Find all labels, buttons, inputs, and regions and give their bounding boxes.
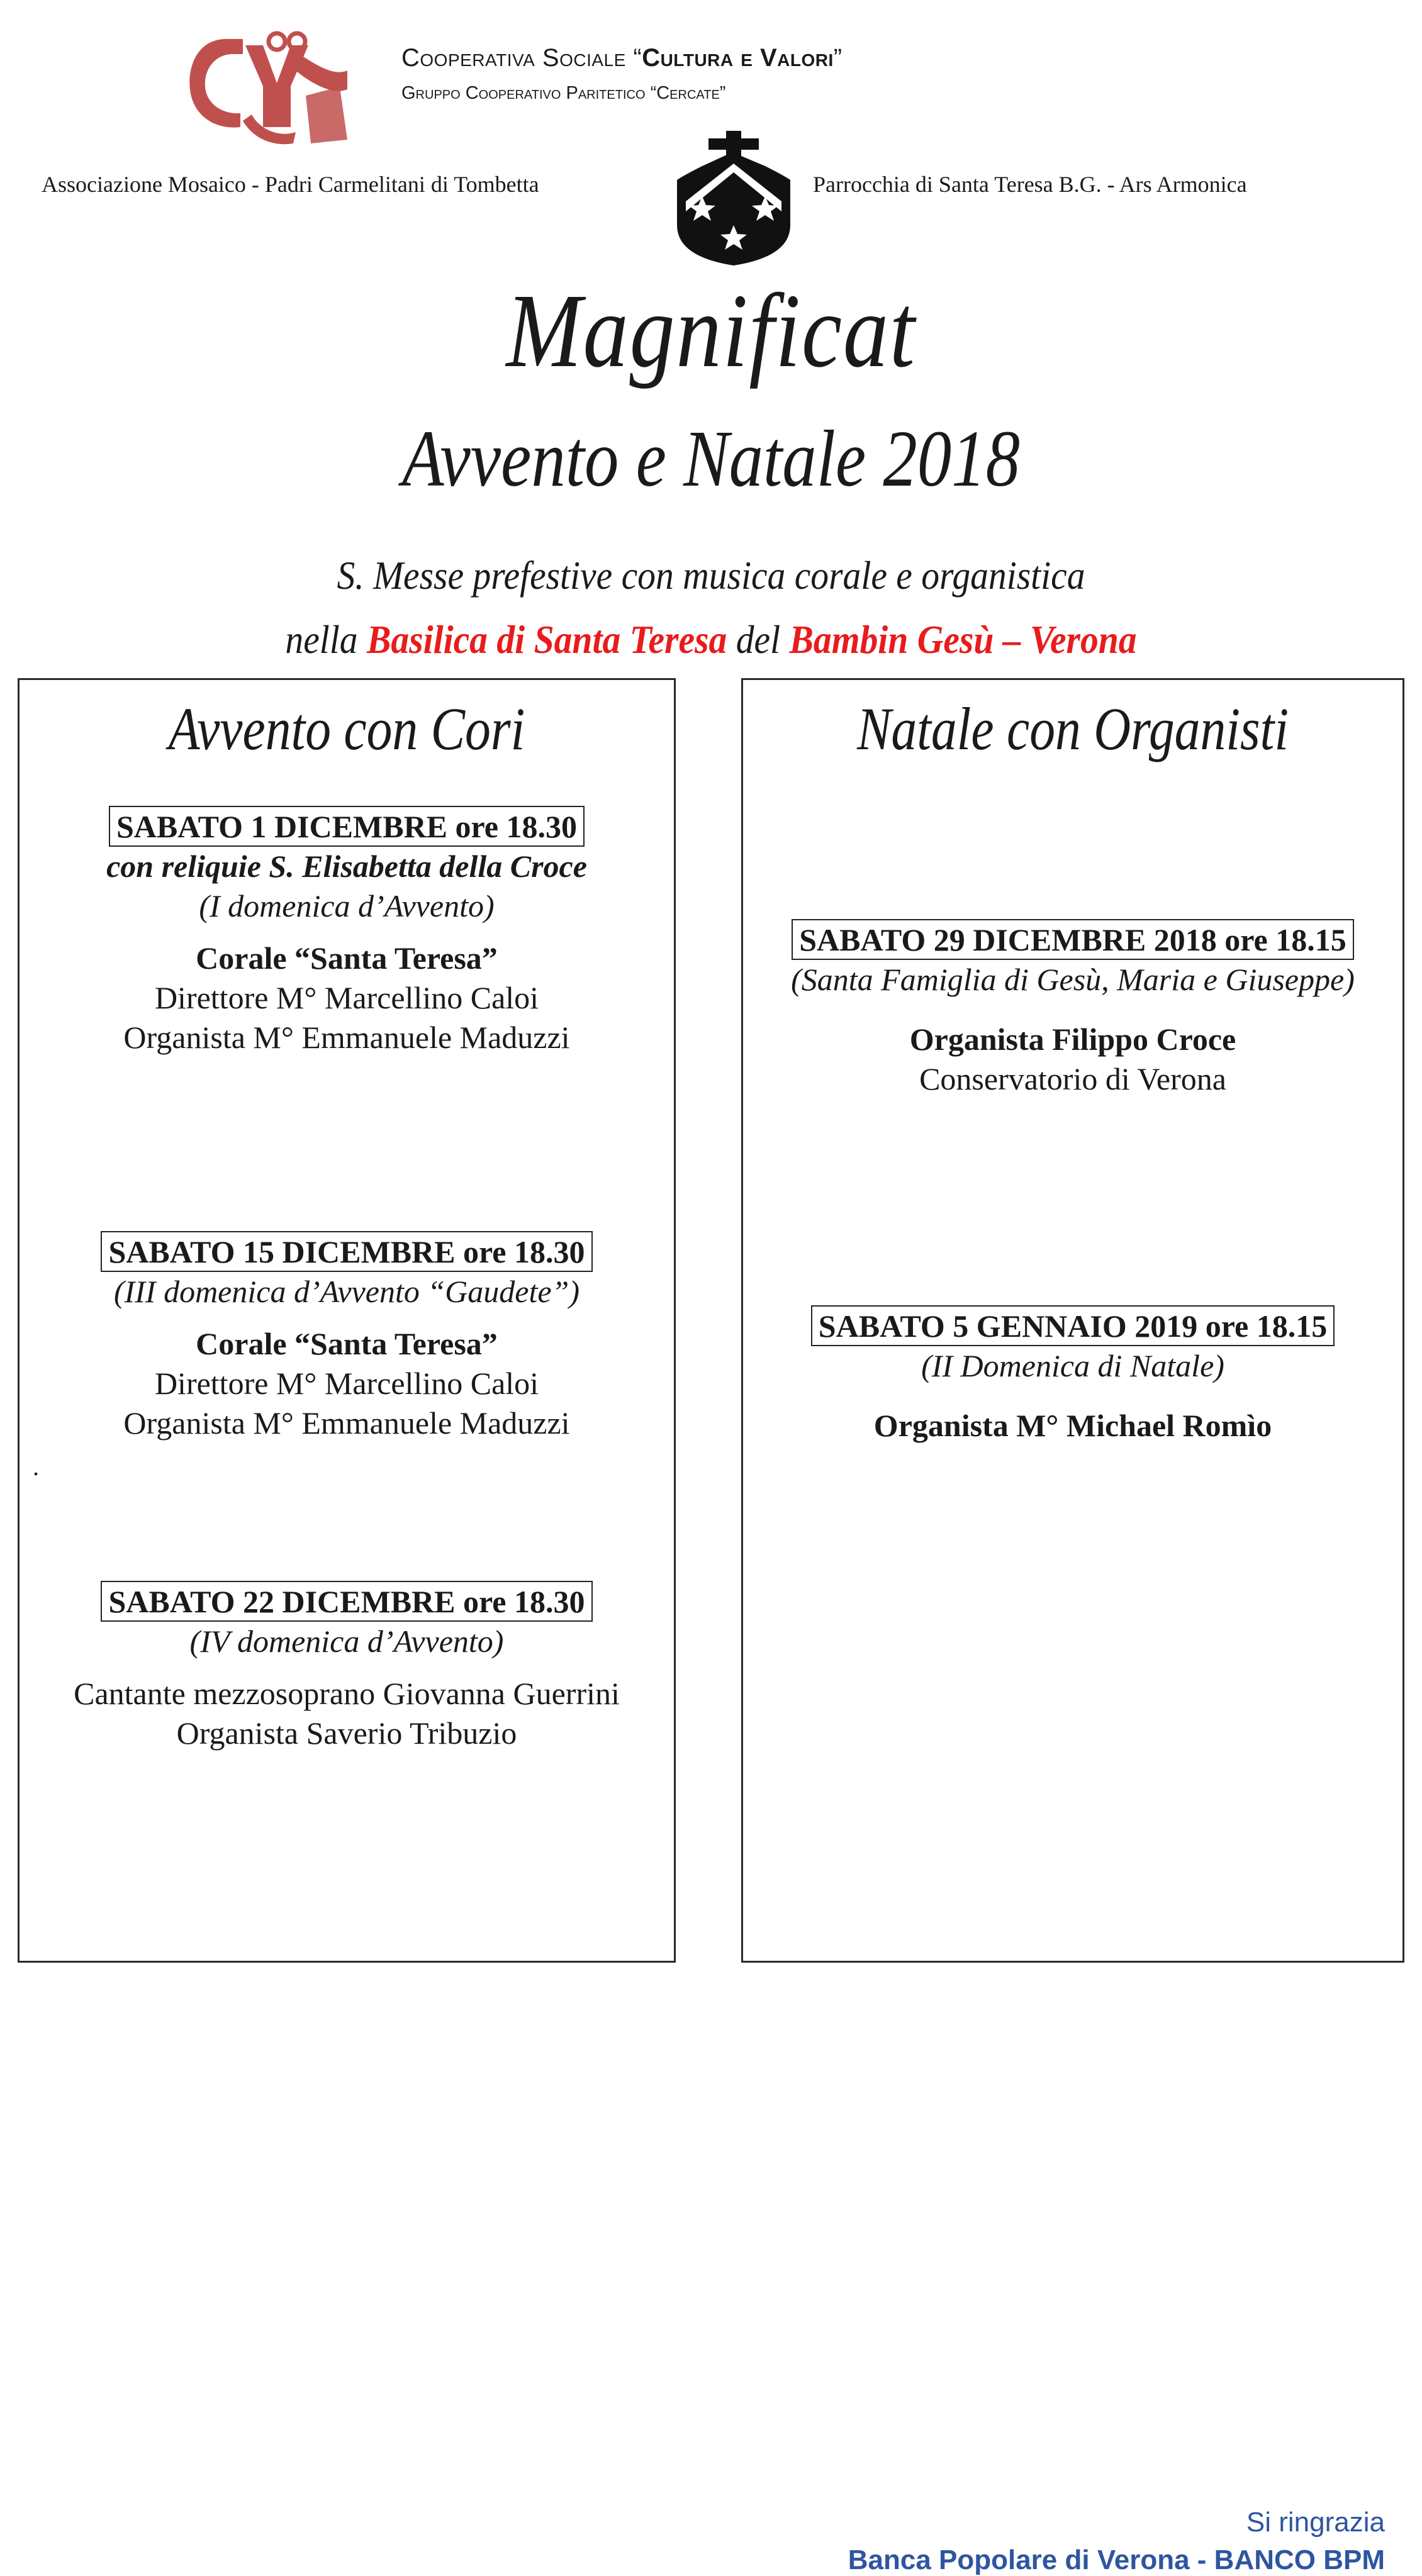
event-jan-5 [743, 1305, 1402, 1446]
event-affiliation: Conservatorio di Verona [919, 1061, 1226, 1096]
advent-column [18, 678, 676, 1963]
event-performer: Organista M° Michael Romìo [873, 1408, 1272, 1443]
main-title: Magnificat [506, 272, 916, 389]
cooperative-subtitle: Gruppo Cooperativo Paritetico “Cercate” [401, 83, 726, 103]
event-occasion: (IV domenica d’Avvento) [189, 1624, 504, 1659]
event-organist: Organista Saverio Tribuzio [176, 1715, 517, 1751]
event-dec-22 [20, 1581, 674, 1753]
venue-line: nella Basilica di Santa Teresa del Bambin Gesù – Verona [285, 617, 1137, 662]
event-date: SABATO 5 GENNAIO 2019 ore 18.15 [811, 1305, 1335, 1346]
event-organist: Organista M° Emmanuele Maduzzi [123, 1405, 570, 1441]
event-director: Direttore M° Marcellino Caloi [154, 1366, 539, 1401]
venue-city: Bambin Gesù – Verona [789, 617, 1137, 662]
event-performer: Corale “Santa Teresa” [196, 1326, 498, 1361]
event-occasion: (I domenica d’Avvento) [199, 888, 495, 923]
stray-mark: . [33, 1452, 39, 1481]
event-dec-29 [743, 919, 1402, 1099]
event-date: SABATO 29 DICEMBRE 2018 ore 18.15 [792, 919, 1354, 960]
advent-heading: Avvento con Cori [168, 695, 525, 762]
event-dec-15 [20, 1231, 674, 1443]
event-occasion: (II Domenica di Natale) [921, 1348, 1224, 1383]
event-organist: Organista M° Emmanuele Maduzzi [123, 1020, 570, 1055]
event-date: SABATO 1 DICEMBRE ore 18.30 [109, 806, 585, 847]
season-title: Avvento e Natale 2018 [402, 414, 1020, 503]
event-performer: Corale “Santa Teresa” [196, 940, 498, 976]
event-date: SABATO 22 DICEMBRE ore 18.30 [101, 1581, 592, 1622]
cooperative-logo [182, 26, 352, 146]
christmas-column [741, 678, 1404, 2575]
christmas-heading: Natale con Organisti [856, 695, 1289, 762]
tagline: S. Messe prefestive con musica corale e organistica [337, 553, 1085, 598]
partner-right: Parrocchia di Santa Teresa B.G. - Ars Armonica [813, 172, 1247, 197]
event-performer: Organista Filippo Croce [909, 1022, 1236, 1057]
sponsor-name: Banca Popolare di Verona - BANCO BPM [848, 2545, 1385, 2575]
event-occasion: (III domenica d’Avvento “Gaudete”) [113, 1274, 580, 1309]
event-director: Direttore M° Marcellino Caloi [154, 980, 539, 1015]
thanks-label: Si ringrazia [1246, 2507, 1385, 2538]
event-note: con reliquie S. Elisabetta della Croce [106, 849, 587, 884]
event-date: SABATO 15 DICEMBRE ore 18.30 [101, 1231, 592, 1272]
partner-left: Associazione Mosaico - Padri Carmelitani di Tombetta [42, 172, 539, 197]
event-singer: Cantante mezzosoprano Giovanna Guerrini [74, 1676, 620, 1711]
cooperative-title: Cooperativa Sociale “Cultura e Valori” [401, 44, 843, 72]
cooperative-name: Cultura e Valori [642, 44, 834, 72]
event-occasion: (Santa Famiglia di Gesù, Maria e Giuseppe) [791, 962, 1355, 997]
venue-name: Basilica di Santa Teresa [366, 617, 727, 662]
carmelite-emblem [672, 131, 795, 268]
event-dec-1 [20, 806, 674, 1057]
